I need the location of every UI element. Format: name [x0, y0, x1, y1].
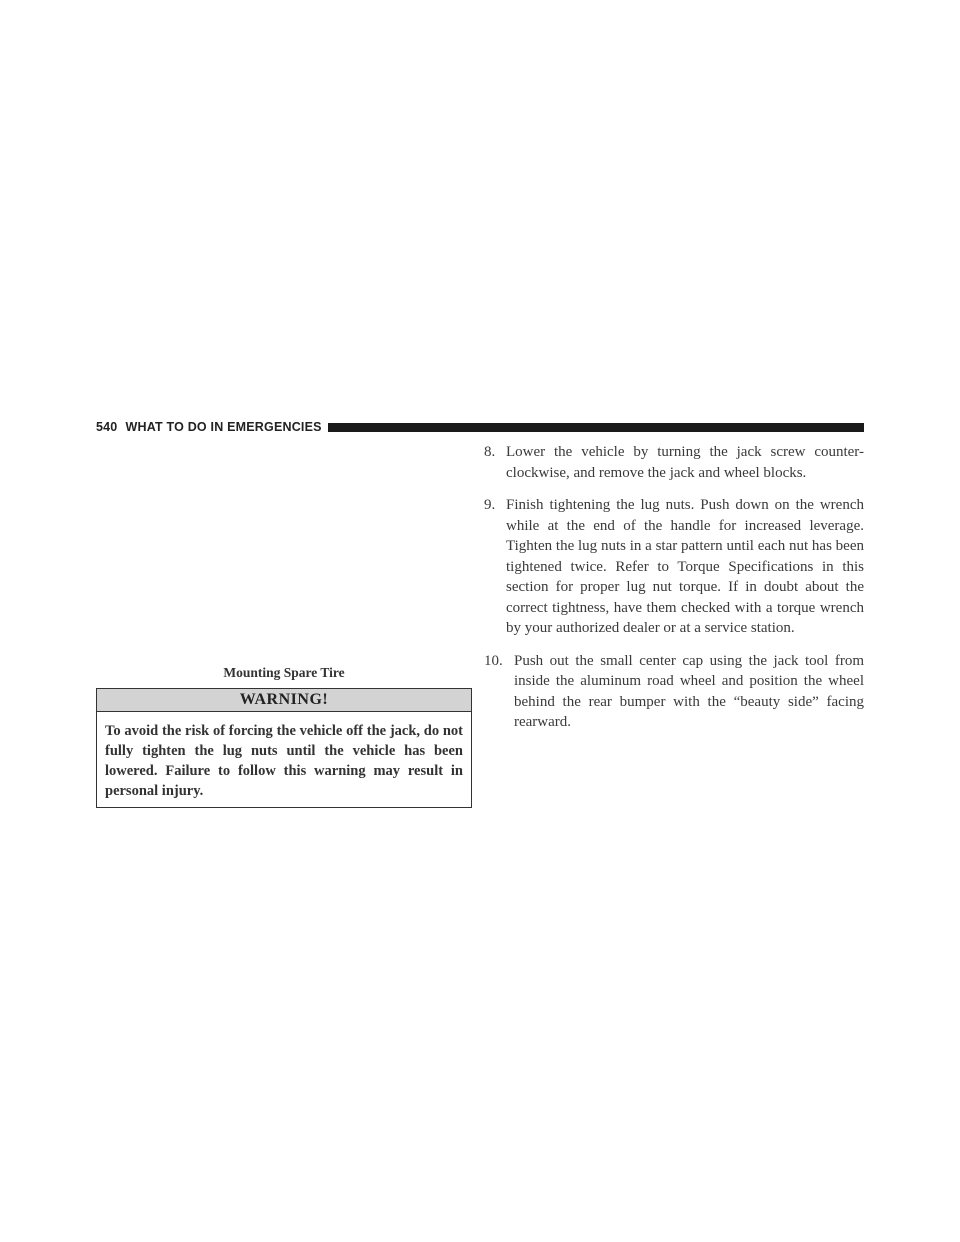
warning-text: To avoid the risk of forcing the vehicle off the jack, do not fully tighten the lug nuts until the vehicle has been lowered. Failure to follow this warning may result in personal injury.	[105, 723, 463, 799]
page-number: 540	[96, 420, 118, 434]
step-text: Lower the vehicle by turning the jack screw counter-clockwise, and remove the jack and wheel blocks.	[506, 444, 864, 481]
step-text: Push out the small center cap using the jack tool from inside the aluminum road wheel and position the wheel behind the rear bumper with the “beauty side” facing rearward.	[514, 652, 864, 730]
step-text: Finish tightening the lug nuts. Push down on the wrench while at the end of the handle for increased leverage. Tighten the lug nuts in a star pattern until each nut has been tightened twice. Refer to Torque Specifications in this section for proper lug nut torque. If in doubt about the correct tightness, have them checked with a torque wrench by your authorized dealer or at a service station.	[506, 497, 864, 636]
warning-box	[96, 688, 472, 808]
step-item	[484, 651, 864, 733]
step-item	[484, 495, 864, 639]
figure-placeholder	[96, 444, 472, 659]
step-number: 8.	[484, 444, 496, 460]
step-number: 9.	[484, 497, 496, 513]
page-header	[96, 418, 864, 436]
step-number: 10.	[484, 652, 503, 669]
step-item	[484, 442, 864, 483]
header-rule	[328, 423, 864, 432]
instruction-steps	[484, 442, 864, 745]
section-title: WHAT TO DO IN EMERGENCIES	[125, 420, 322, 434]
figure-caption: Mounting Spare Tire	[223, 665, 345, 680]
warning-title: WARNING!	[97, 689, 471, 712]
